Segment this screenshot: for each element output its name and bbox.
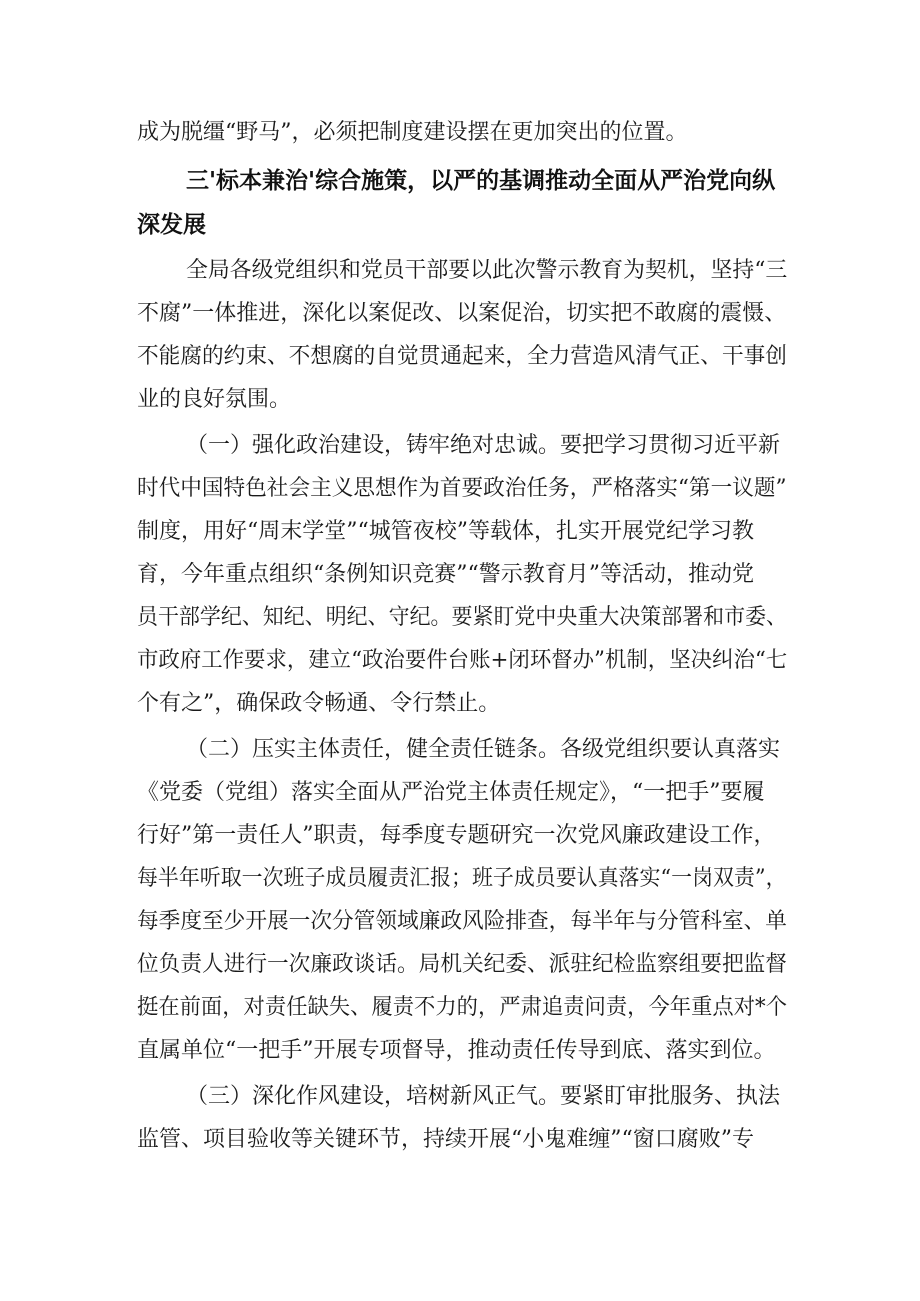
paragraph-line: 全局各级党组织和党员干部要以此次警示教育为契机，坚持“三 [186, 258, 788, 283]
text-line: 成为脱缰“野马”，必须把制度建设摆在更加突出的位置。 [137, 120, 688, 145]
paragraph-line: 制度，用好“周末学堂”“城管夜校”等载体，扎实开展党纪学习教 [137, 519, 754, 544]
paragraph-line: 不能腐的约束、不想腐的自觉贯通起来，全力营造风清气正、干事创 [137, 344, 787, 369]
paragraph-line: 市政府工作要求，建立“政治要件台账+闭环督办”机制，坚决纠治“七 [137, 648, 788, 673]
paragraph-line: 时代中国特色社会主义思想作为首要政治任务，严格落实“第一议题” [137, 476, 787, 501]
paragraph-line: 每季度至少开展一次分管领域廉政风险排查，每半年与分管科室、单 [137, 909, 787, 934]
paragraph-line: 育，今年重点组织“条例知识竞赛”“警示教育月”等活动，推动党 [137, 562, 754, 587]
paragraph-line: 直属单位“一把手”开展专项督导，推动责任传导到底、落实到位。 [137, 1038, 776, 1063]
section-heading-continued: 深发展 [137, 212, 206, 238]
section-heading: 三'标本兼治'综合施策，以严的基调推动全面从严治党向纵 [186, 168, 776, 194]
paragraph-line: 《党委（党组）落实全面从严治党主体责任规定》，“一把手”要履 [137, 780, 765, 805]
paragraph-line: 员干部学纪、知纪、明纪、守纪。要紧盯党中央重大决策部署和市委、 [137, 605, 788, 630]
paragraph-line: 监管、项目验收等关键环节，持续开展“小鬼难缠”“窗口腐败”专 [137, 1127, 754, 1152]
paragraph-line: 不腐”一体推进，深化以案促改、以案促治，切实把不敢腐的震慑、 [137, 301, 787, 326]
paragraph-line: 位负责人进行一次廉政谈话。局机关纪委、派驻纪检监察组要把监督 [137, 952, 787, 977]
paragraph-line: 个有之”，确保政令畅通、令行禁止。 [137, 691, 501, 716]
paragraph-line: （一）强化政治建设，铸牢绝对忠诚。要把学习贯彻习近平新 [186, 433, 781, 458]
paragraph-line: （三）深化作风建设，培树新风正气。要紧盯审批服务、执法 [186, 1084, 781, 1109]
paragraph-line: 业的良好氛围。 [137, 387, 292, 412]
paragraph-line: 行好”第一责任人”职责，每季度专题研究一次党风廉政建设工作， [137, 823, 776, 848]
paragraph-line: 每半年听取一次班子成员履责汇报；班子成员要认真落实“一岗双责”， [137, 866, 787, 891]
paragraph-line: 挺在前面，对责任缺失、履责不力的，严肃追责问责，今年重点对*个 [137, 995, 788, 1020]
paragraph-line: （二）压实主体责任，健全责任链条。各级党组织要认真落实 [186, 737, 781, 762]
